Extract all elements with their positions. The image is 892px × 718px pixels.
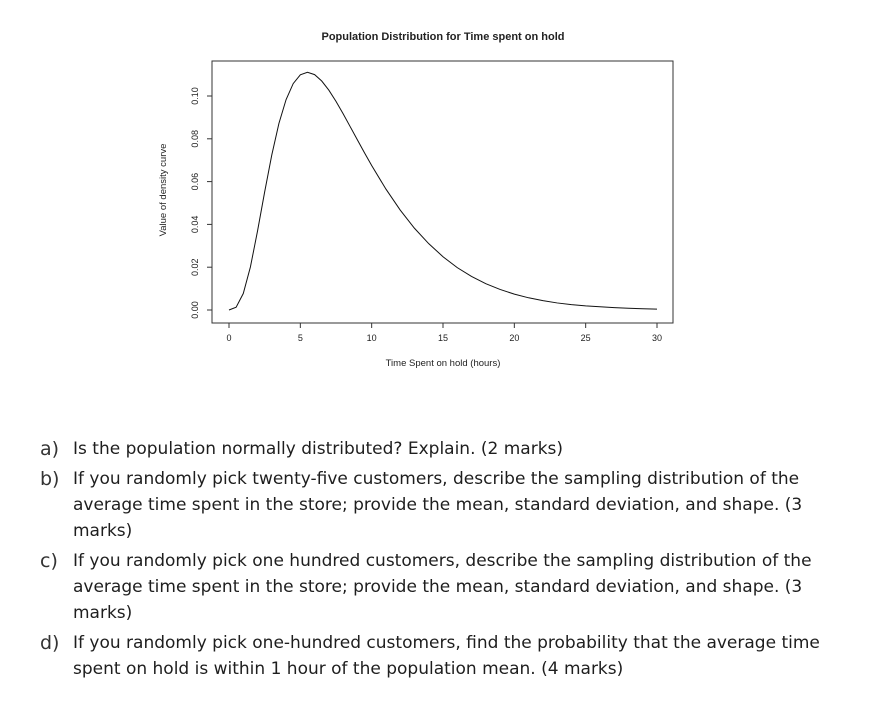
y-tick-label: 0.08 xyxy=(190,130,200,148)
question-c xyxy=(40,548,850,626)
x-tick-label: 10 xyxy=(366,333,377,343)
y-tick-label: 0.10 xyxy=(190,87,200,105)
question-a xyxy=(40,436,850,462)
y-tick-label: 0.04 xyxy=(190,215,200,234)
question-d xyxy=(40,630,850,682)
question-letter: c) xyxy=(40,550,58,572)
x-tick-label: 15 xyxy=(437,333,449,343)
x-tick-label: 30 xyxy=(651,333,663,343)
question-letter: a) xyxy=(40,438,60,460)
x-axis-label: Time Spent on hold (hours) xyxy=(385,358,501,369)
y-tick-label: 0.06 xyxy=(190,172,200,191)
y-tick-label: 0.02 xyxy=(190,258,200,276)
x-axis xyxy=(226,323,662,343)
question-list xyxy=(40,436,850,686)
y-tick-label: 0.00 xyxy=(190,301,200,319)
question-text: If you randomly pick one hundred customers, describe the sampling distribution of the average time spent in the store; provide the mean, standard deviation, and shape. (3 marks) xyxy=(73,551,812,623)
question-b xyxy=(40,466,850,544)
x-tick-label: 20 xyxy=(509,333,520,343)
x-tick-label: 0 xyxy=(226,333,232,343)
question-text: If you randomly pick one-hundred customers, find the probability that the average time spent on hold is within 1 hour of the population mean. (4 marks) xyxy=(73,633,820,679)
x-tick-label: 25 xyxy=(580,333,591,343)
question-letter: b) xyxy=(40,468,60,490)
chart-title: Population Distribution for Time spent on hold xyxy=(321,31,565,43)
plot-frame xyxy=(212,61,673,323)
question-text: If you randomly pick twenty-five customers, describe the sampling distribution of the average time spent in the store; provide the mean, standard deviation, and shape. (3 marks) xyxy=(73,469,803,541)
question-letter: d) xyxy=(40,632,60,654)
question-text: Is the population normally distributed? Explain. (2 marks) xyxy=(73,439,564,459)
y-axis-label: Value of density curve xyxy=(158,143,169,237)
y-axis xyxy=(190,87,212,319)
x-tick-label: 5 xyxy=(297,333,303,343)
density-curve xyxy=(229,72,657,310)
